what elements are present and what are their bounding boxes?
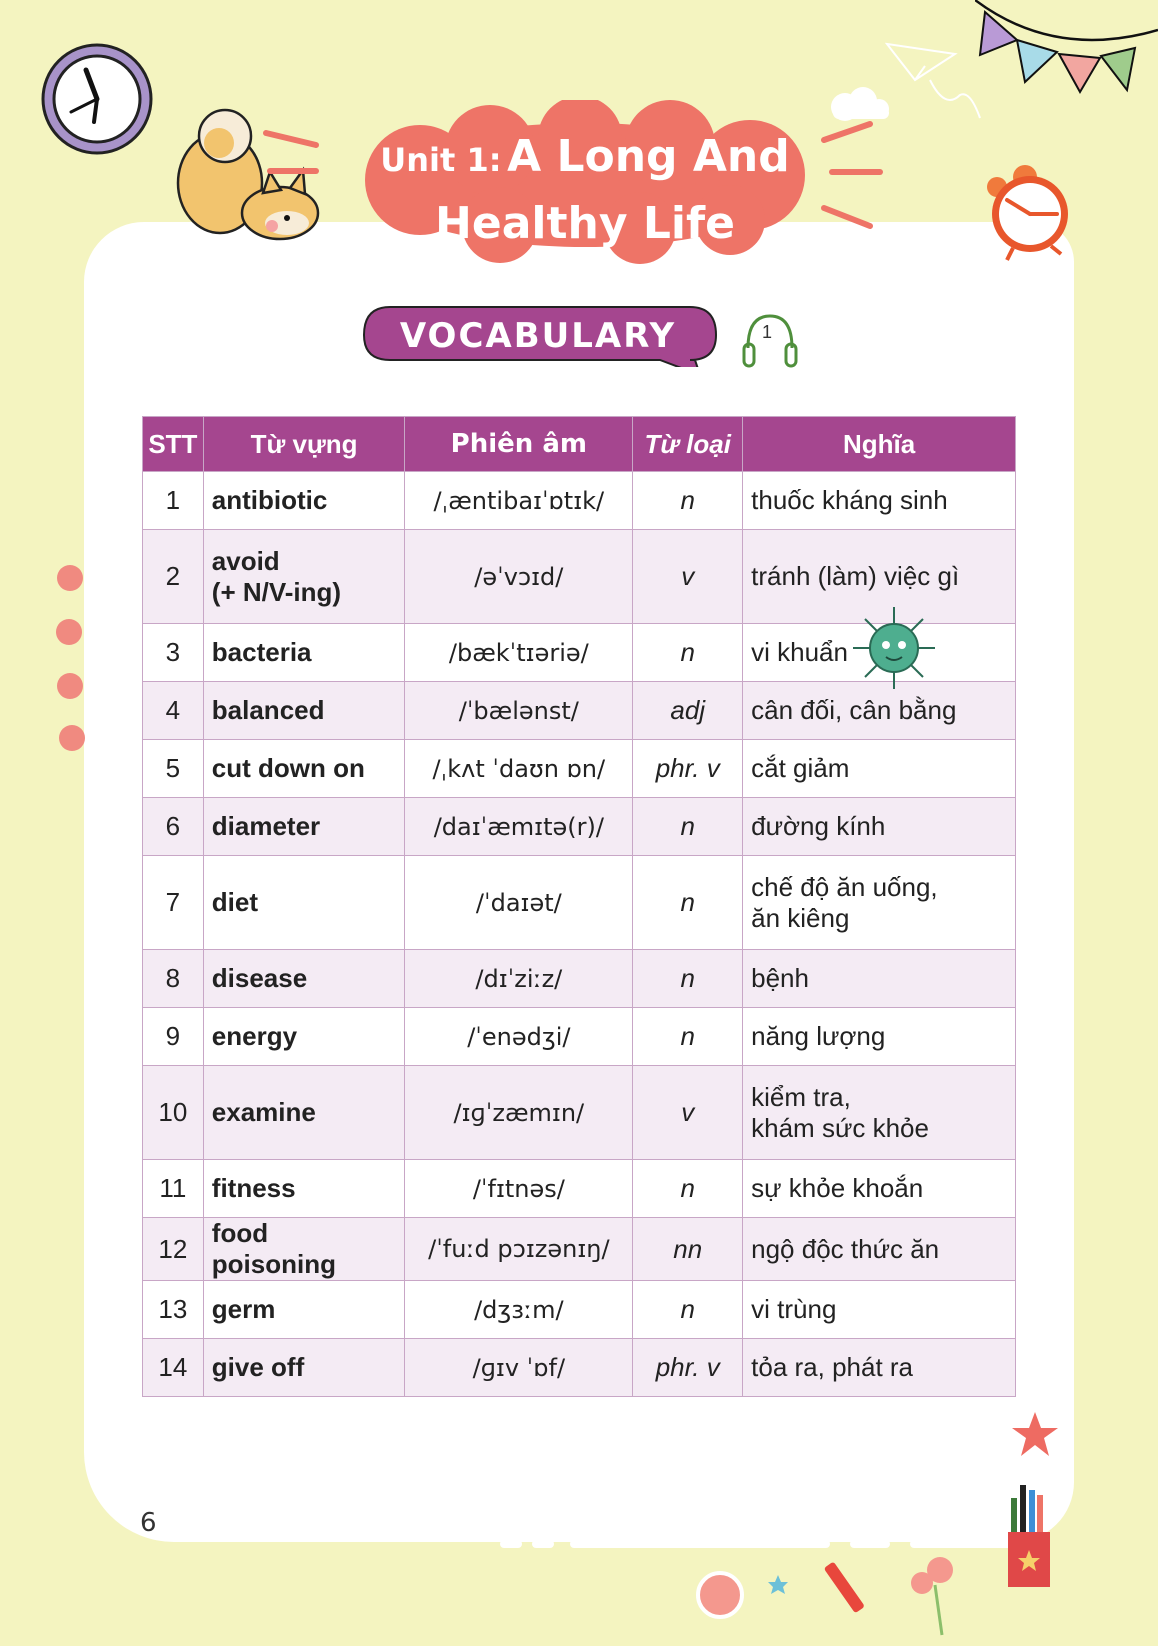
section-label: VOCABULARY	[399, 316, 677, 356]
cell-word	[203, 856, 405, 950]
cell-word-type	[633, 798, 743, 856]
cell-stt	[143, 472, 204, 530]
cell-meaning	[743, 740, 1016, 798]
cell-stt-text: 14	[158, 1352, 188, 1382]
unit-label: Unit 1:	[380, 141, 502, 179]
cell-word-type-text: n	[680, 1294, 695, 1324]
cell-pronunciation	[405, 950, 633, 1008]
cell-pronunciation	[405, 530, 633, 624]
cell-word	[203, 682, 405, 740]
cell-stt-text: 1	[165, 485, 181, 515]
cell-stt	[143, 682, 204, 740]
virus-icon	[848, 603, 940, 693]
column-header-word-type: Từ loại	[633, 417, 743, 472]
cell-stt	[143, 798, 204, 856]
table-header-row	[143, 417, 1016, 472]
cell-stt	[143, 950, 204, 1008]
cell-pronunciation	[405, 1066, 633, 1160]
cell-pronunciation	[405, 740, 633, 798]
cell-word	[203, 1281, 405, 1339]
cell-word-text: examine	[211, 1097, 316, 1127]
title-line-2: Healthy Life	[435, 198, 735, 249]
table-row	[143, 472, 1016, 530]
cell-meaning-text: đường kính	[751, 811, 886, 841]
cell-pronunciation-text: /əˈvɔɪd/	[474, 562, 564, 591]
cell-stt	[143, 1281, 204, 1339]
cell-word-type-text: n	[680, 1173, 695, 1203]
motion-lines-right	[820, 110, 910, 230]
page-number: 6	[140, 1508, 157, 1538]
cell-word-type	[633, 1339, 743, 1397]
flower-icon	[52, 560, 92, 760]
cell-pronunciation	[405, 856, 633, 950]
cell-word-text: balanced	[211, 695, 325, 725]
star-icon	[1010, 1410, 1060, 1460]
cell-word-text: diet	[211, 887, 259, 917]
cell-meaning-line-2: ăn kiêng	[751, 902, 850, 933]
table-row	[143, 856, 1016, 950]
table-row	[143, 798, 1016, 856]
cell-stt	[143, 1066, 204, 1160]
column-header-stt: STT	[143, 417, 204, 472]
cell-pronunciation	[405, 1218, 633, 1281]
table-row	[143, 1218, 1016, 1281]
cell-word-text: antibiotic	[211, 485, 328, 515]
cell-word-text: diameter	[211, 811, 321, 841]
column-header-pronunciation: Phiên âm	[405, 417, 633, 472]
table-row	[143, 950, 1016, 1008]
cell-stt-text: 4	[165, 695, 181, 725]
cell-stt-text: 9	[165, 1021, 181, 1051]
cell-meaning	[743, 1281, 1016, 1339]
cell-meaning	[743, 798, 1016, 856]
pencil-icon	[824, 1561, 865, 1613]
cell-pronunciation	[405, 798, 633, 856]
cell-meaning-text: bệnh	[751, 963, 809, 993]
paper-plane-icon	[885, 40, 985, 125]
cell-word-type-text: v	[681, 561, 695, 591]
cell-pronunciation-text: /ˈdaɪət/	[475, 888, 562, 917]
cell-meaning-text: tỏa ra, phát ra	[751, 1352, 914, 1382]
sun-flower-icon	[698, 1573, 742, 1617]
cell-pronunciation-text: /daɪˈæmɪtə(r)/	[433, 812, 604, 841]
cell-stt-text: 13	[158, 1294, 188, 1324]
cell-word-text: cut down on	[211, 753, 365, 783]
cell-pronunciation-text: /ˌæntibaɪˈɒtɪk/	[433, 486, 605, 515]
column-header-word: Từ vựng	[203, 417, 405, 472]
cell-meaning-text: vi khuẩn	[751, 637, 848, 667]
cell-word-text: germ	[211, 1294, 276, 1324]
table-row	[143, 1066, 1016, 1160]
cell-pronunciation-text: /ɪɡˈzæmɪn/	[453, 1098, 585, 1127]
cell-word-type-text: n	[680, 963, 695, 993]
cell-stt	[143, 1160, 204, 1218]
title-line-1: A Long And	[507, 131, 790, 182]
cell-meaning	[743, 856, 1016, 950]
audio-track-number: 1	[762, 322, 773, 342]
star-icon	[768, 1575, 788, 1594]
cell-stt	[143, 740, 204, 798]
table-row	[143, 740, 1016, 798]
cell-meaning	[743, 1218, 1016, 1281]
cell-pronunciation	[405, 682, 633, 740]
cell-word-text: food poisoning	[211, 1218, 336, 1279]
cell-meaning-text: cắt giảm	[751, 753, 850, 783]
cell-meaning-text: năng lượng	[751, 1021, 886, 1051]
bunting-flags-icon	[975, 0, 1158, 95]
cell-word	[203, 950, 405, 1008]
cell-pronunciation-text: /dʒɜːm/	[474, 1295, 564, 1324]
cell-stt-text: 2	[165, 561, 181, 591]
cell-word-text: give off	[211, 1352, 305, 1382]
cell-pronunciation-text: /ˌkʌt ˈdaʊn ɒn/	[432, 754, 606, 783]
cell-word-type	[633, 856, 743, 950]
cell-word-note: (+ N/V-ing)	[211, 576, 342, 607]
cell-meaning-text: tránh (làm) việc gì	[751, 561, 960, 591]
cell-word	[203, 624, 405, 682]
page-title	[350, 128, 820, 253]
cell-pronunciation-text: /ˈenədʒi/	[467, 1022, 571, 1051]
cell-word-text: bacteria	[211, 637, 312, 667]
cell-pronunciation-text: /ɡɪv ˈɒf/	[472, 1353, 566, 1382]
cell-pronunciation	[405, 472, 633, 530]
cell-word-type	[633, 530, 743, 624]
cell-stt	[143, 856, 204, 950]
cell-word-type	[633, 1160, 743, 1218]
cell-pronunciation-text: /ˈfuːd pɔɪzənɪŋ/	[428, 1235, 610, 1263]
cell-meaning-text: chế độ ăn uống,	[751, 871, 938, 902]
cell-meaning-text: sự khỏe khoắn	[751, 1173, 924, 1203]
cell-pronunciation	[405, 624, 633, 682]
cell-word-type-text: n	[680, 811, 695, 841]
cell-stt-text: 6	[165, 811, 181, 841]
cell-word-type	[633, 1008, 743, 1066]
cell-stt-text: 12	[158, 1233, 188, 1264]
cell-meaning-text: ngộ độc thức ăn	[751, 1233, 940, 1264]
cell-pronunciation-text: /dɪˈziːz/	[475, 964, 563, 993]
cell-meaning	[743, 1160, 1016, 1218]
cell-meaning-text: vi trùng	[751, 1294, 837, 1324]
cell-word-text: avoid	[211, 545, 280, 576]
table-row	[143, 1339, 1016, 1397]
cell-word-type-text: nn	[673, 1233, 703, 1264]
cell-word-type	[633, 1218, 743, 1281]
cell-word-text: energy	[211, 1021, 298, 1051]
pencil-cup-icon	[1002, 1480, 1062, 1590]
cell-word-type-text: n	[680, 485, 695, 515]
cell-pronunciation-text: /ˈfɪtnəs/	[472, 1174, 565, 1203]
cell-pronunciation-text: /bækˈtɪəriə/	[448, 638, 589, 667]
cell-word	[203, 1339, 405, 1397]
motion-lines-left	[262, 125, 320, 195]
cell-meaning-text: kiểm tra,	[751, 1081, 851, 1112]
cell-stt-text: 3	[165, 637, 181, 667]
cell-word-type	[633, 682, 743, 740]
cell-word-type	[633, 472, 743, 530]
vocabulary-table	[142, 416, 1016, 1397]
cell-word-type-text: n	[680, 887, 695, 917]
cell-stt-text: 5	[165, 753, 181, 783]
cell-stt-text: 10	[158, 1097, 188, 1127]
cell-word-type	[633, 740, 743, 798]
cell-stt	[143, 1218, 204, 1281]
cell-pronunciation	[405, 1339, 633, 1397]
table-row	[143, 1281, 1016, 1339]
cell-word-type-text: v	[681, 1097, 695, 1127]
wall-clock-icon	[40, 42, 154, 156]
cell-pronunciation	[405, 1008, 633, 1066]
cell-stt	[143, 1008, 204, 1066]
table-row	[143, 1008, 1016, 1066]
cell-word-type-text: n	[680, 637, 695, 667]
cell-word-text: disease	[211, 963, 308, 993]
cell-meaning	[743, 1008, 1016, 1066]
cell-meaning	[743, 1066, 1016, 1160]
cell-word	[203, 1160, 405, 1218]
cell-pronunciation	[405, 1281, 633, 1339]
cell-word-type-text: phr. v	[655, 753, 720, 783]
cell-word-type-text: n	[680, 1021, 695, 1051]
cell-pronunciation-text: /ˈbælənst/	[458, 696, 579, 725]
cell-meaning-line-2: khám sức khỏe	[751, 1112, 929, 1143]
cell-word	[203, 1218, 405, 1281]
cell-stt	[143, 624, 204, 682]
cell-word	[203, 1008, 405, 1066]
table-row	[143, 1160, 1016, 1218]
cell-word	[203, 1066, 405, 1160]
cell-pronunciation	[405, 1160, 633, 1218]
column-header-meaning: Nghĩa	[743, 417, 1016, 472]
cell-word	[203, 472, 405, 530]
cell-word	[203, 798, 405, 856]
cell-word-type	[633, 1066, 743, 1160]
cell-word-type-text: adj	[670, 695, 706, 725]
cell-meaning-text: cân đối, cân bằng	[751, 695, 957, 725]
cell-word-type	[633, 624, 743, 682]
cell-word-type-text: phr. v	[655, 1352, 720, 1382]
cell-stt-text: 7	[165, 887, 181, 917]
cell-stt	[143, 1339, 204, 1397]
cell-word	[203, 530, 405, 624]
cell-meaning	[743, 472, 1016, 530]
cell-word-type	[633, 950, 743, 1008]
cell-stt-text: 11	[159, 1173, 187, 1203]
cell-word	[203, 740, 405, 798]
cell-meaning	[743, 950, 1016, 1008]
cell-word-type	[633, 1281, 743, 1339]
cell-meaning	[743, 1339, 1016, 1397]
cell-stt-text: 8	[165, 963, 181, 993]
cell-meaning-text: thuốc kháng sinh	[751, 485, 948, 515]
cell-stt	[143, 530, 204, 624]
decorative-dashes	[500, 1534, 1060, 1552]
alarm-clock-icon	[985, 152, 1080, 262]
cell-word-text: fitness	[211, 1173, 296, 1203]
